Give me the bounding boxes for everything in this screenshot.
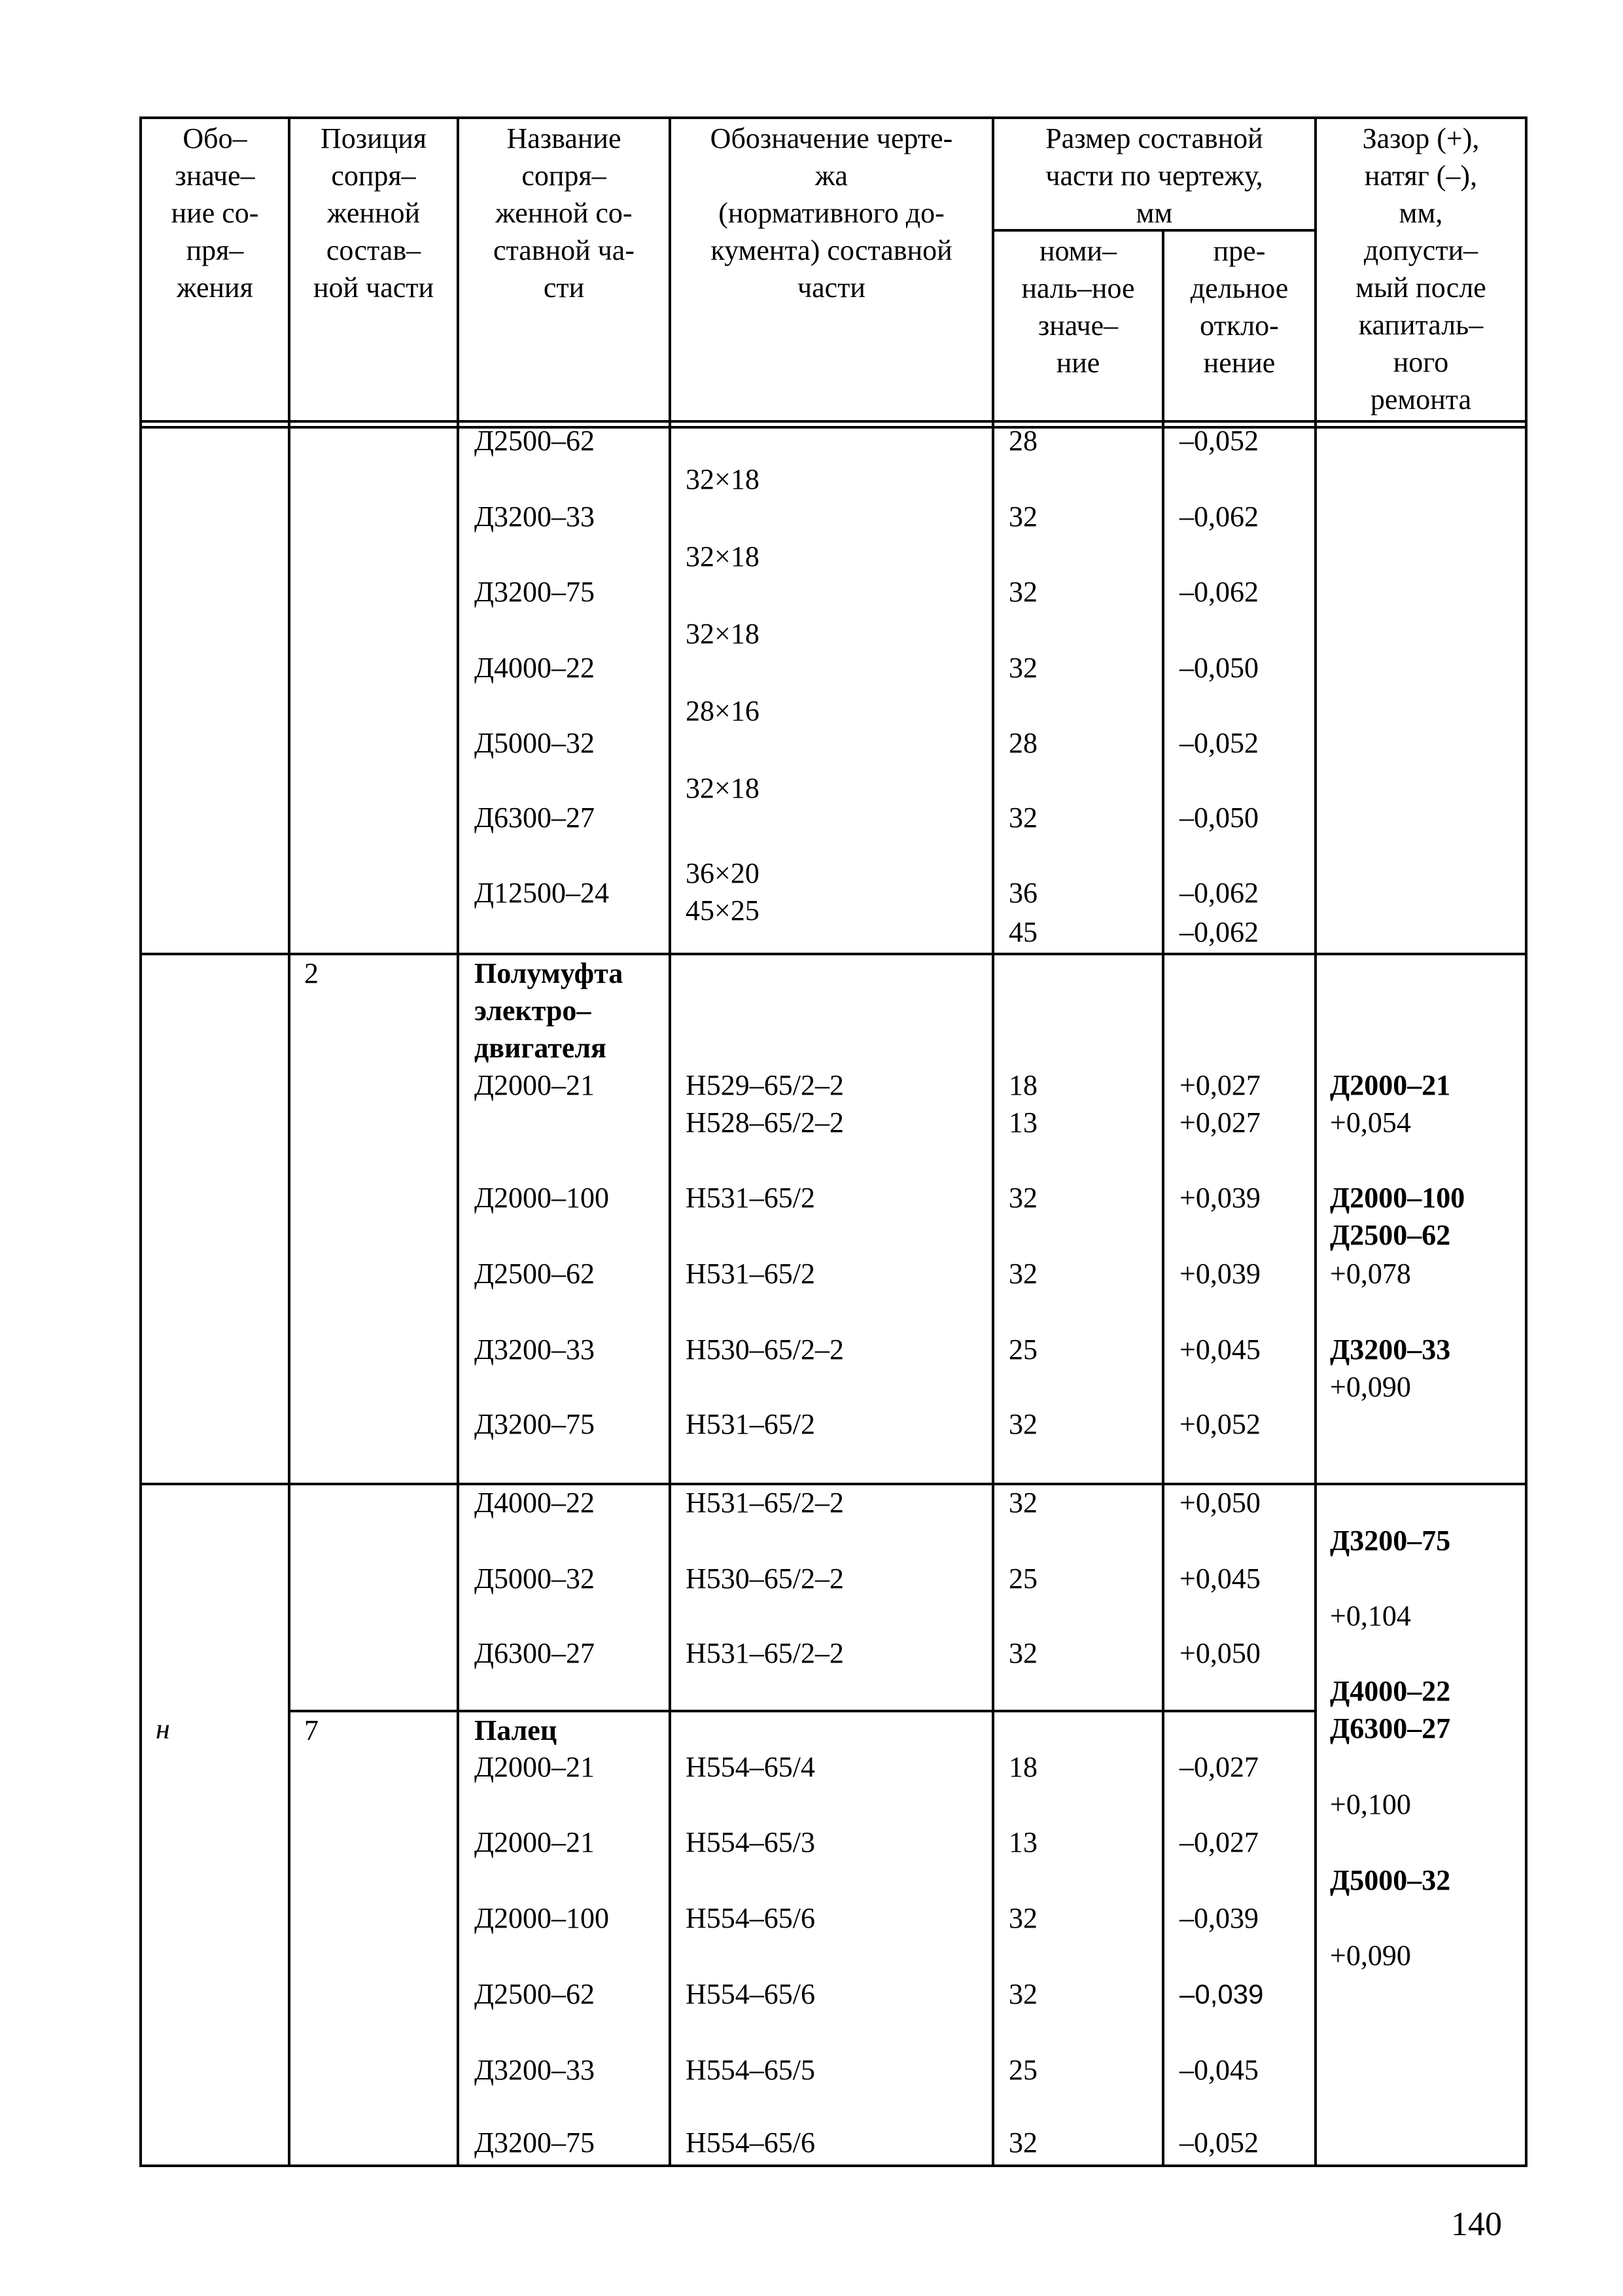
table-cell: Н554–65/4 [686, 1751, 815, 1783]
clearance-model: Д3200–33 [1330, 1333, 1451, 1366]
table-cell: 13 [1009, 1826, 1038, 1858]
table-cell: Д6300–27 [474, 802, 595, 834]
header-bottom-border-double [139, 426, 1527, 429]
table-cell: 32 [1009, 1487, 1038, 1519]
table-cell: Д3200–33 [474, 501, 595, 533]
table-cell: 45×25 [686, 894, 759, 927]
table-cell: 25 [1009, 1333, 1038, 1366]
table-cell: 32 [1009, 1182, 1038, 1214]
header-bottom-border [139, 420, 1527, 423]
table-cell: –0,039 [1179, 1979, 1264, 2009]
table-cell: –0,052 [1179, 727, 1259, 759]
table-cell: Д2500–62 [474, 425, 595, 457]
table-cell: Н529–65/2–2 [686, 1069, 844, 1101]
table-cell: Д2500–62 [474, 1258, 595, 1290]
table-cell: Д3200–75 [474, 2127, 595, 2159]
table-cell: 32×18 [686, 463, 759, 495]
header-drawing-designation: Обозначение черте- жа (нормативного до- кумента) составной части [710, 122, 953, 304]
col-divider-3 [669, 116, 671, 2167]
designation-letter: н [156, 1713, 170, 1745]
table-cell: 25 [1009, 1563, 1038, 1595]
col-divider-5 [1162, 229, 1164, 2167]
table-cell: Д5000–32 [474, 1563, 595, 1595]
table-cell: Н554–65/3 [686, 1826, 815, 1858]
table-cell: 18 [1009, 1069, 1038, 1101]
table-cell: Д3200–75 [474, 1408, 595, 1440]
table-cell: +0,045 [1179, 1333, 1261, 1366]
table-cell: 32 [1009, 2127, 1038, 2159]
table-cell: Н528–65/2–2 [686, 1106, 844, 1139]
position-number: 7 [304, 1714, 319, 1746]
table-cell: Д12500–24 [474, 877, 610, 909]
table-cell: Д3200–33 [474, 2054, 595, 2086]
table-cell: Н530–65/2–2 [686, 1333, 844, 1366]
table-cell: Д2000–21 [474, 1069, 595, 1101]
table-cell: 45 [1009, 916, 1038, 948]
clearance-model: Д2000–100 [1330, 1182, 1465, 1214]
col-divider-2 [457, 116, 459, 2167]
table-right-border [1525, 116, 1527, 2167]
table-cell: 32 [1009, 576, 1038, 608]
clearance-value: +0,100 [1330, 1788, 1411, 1820]
header-designation: Обо– значе– ние со- пря– жения [171, 122, 259, 304]
table-cell: 32 [1009, 802, 1038, 834]
table-cell: Д2000–21 [474, 1751, 595, 1783]
table-cell: Н531–65/2 [686, 1408, 815, 1440]
clearance-value: +0,078 [1330, 1258, 1411, 1290]
table-left-border [139, 116, 142, 2167]
col-divider-1 [288, 116, 290, 2167]
clearance-value: +0,090 [1330, 1371, 1411, 1403]
table-cell: 32 [1009, 1408, 1038, 1440]
table-cell: +0,045 [1179, 1563, 1261, 1595]
table-cell: Д6300–27 [474, 1637, 595, 1669]
part-title: Палец [474, 1714, 557, 1746]
table-cell: 32×18 [686, 618, 759, 650]
table-cell: Д2500–62 [474, 1978, 595, 2010]
clearance-model: Д6300–27 [1330, 1712, 1451, 1744]
clearance-model: Д2000–21 [1330, 1069, 1451, 1101]
table-cell: Н530–65/2–2 [686, 1563, 844, 1595]
clearance-model: Д3200–75 [1330, 1525, 1451, 1557]
table-cell: 32×18 [686, 772, 759, 804]
table-cell: –0,052 [1179, 425, 1259, 457]
col-divider-4 [992, 116, 994, 2167]
header-part-name: Название сопря– женной со- ставной ча- сти [493, 122, 635, 304]
table-cell: +0,027 [1179, 1106, 1261, 1139]
table-cell: –0,050 [1179, 802, 1259, 834]
table-cell: +0,027 [1179, 1069, 1261, 1101]
page-number: 140 [1451, 2206, 1502, 2243]
table-cell: Н554–65/6 [686, 2127, 815, 2159]
table-cell: +0,052 [1179, 1408, 1261, 1440]
table-cell: Н531–65/2 [686, 1182, 815, 1214]
table-cell: Н531–65/2–2 [686, 1487, 844, 1519]
header-nominal: номи– наль–ное значе– ние [1021, 235, 1135, 379]
table-cell: +0,050 [1179, 1637, 1261, 1669]
table-cell: Д4000–22 [474, 1487, 595, 1519]
header-position: Позиция сопря– женной состав– ной части [313, 122, 434, 304]
table-cell: 32 [1009, 1978, 1038, 2010]
table-cell: +0,050 [1179, 1487, 1261, 1519]
table-cell: 32 [1009, 501, 1038, 533]
table-cell: 28 [1009, 425, 1038, 457]
table-cell: Д2000–100 [474, 1182, 610, 1214]
table-cell: Н531–65/2 [686, 1258, 815, 1290]
table-cell: Д5000–32 [474, 727, 595, 759]
row-divider-1 [139, 953, 1527, 955]
clearance-model: Д4000–22 [1330, 1675, 1451, 1707]
table-cell: –0,050 [1179, 652, 1259, 684]
table-cell: –0,045 [1179, 2054, 1259, 2086]
table-cell: 32 [1009, 1637, 1038, 1669]
clearance-model: Д2500–62 [1330, 1219, 1451, 1251]
table-cell: –0,062 [1179, 501, 1259, 533]
table-cell: 18 [1009, 1751, 1038, 1783]
table-cell: +0,039 [1179, 1182, 1261, 1214]
table-cell: Д3200–33 [474, 1333, 595, 1366]
clearance-model: Д5000–32 [1330, 1864, 1451, 1896]
table-cell: 32 [1009, 652, 1038, 684]
table-cell: Д4000–22 [474, 652, 595, 684]
table-cell: 25 [1009, 2054, 1038, 2086]
header-size: Размер составной части по чертежу, мм [1045, 122, 1263, 229]
table-cell: Н554–65/6 [686, 1902, 815, 1934]
table-cell: –0,039 [1179, 1902, 1259, 1934]
table-cell: 28 [1009, 727, 1038, 759]
header-deviation: пре- дельное откло- нение [1190, 235, 1289, 379]
table-cell: 32 [1009, 1902, 1038, 1934]
table-cell: Н531–65/2–2 [686, 1637, 844, 1669]
position-number: 2 [304, 957, 319, 989]
table-cell: Д2000–100 [474, 1902, 610, 1934]
table-top-border [139, 116, 1527, 119]
table-cell: –0,052 [1179, 2127, 1259, 2159]
table-cell: –0,027 [1179, 1751, 1259, 1783]
table-cell: Д2000–21 [474, 1826, 595, 1858]
table-cell: –0,062 [1179, 576, 1259, 608]
table-cell: 28×16 [686, 695, 759, 727]
table-cell: +0,039 [1179, 1258, 1261, 1290]
table-cell: Н554–65/6 [686, 1978, 815, 2010]
table-cell: –0,027 [1179, 1826, 1259, 1858]
clearance-value: +0,104 [1330, 1600, 1411, 1632]
header-clearance: Зазор (+), натяг (–), мм, допусти– мый после капиталь– ного ремонта [1355, 122, 1486, 415]
table-cell: 32 [1009, 1258, 1038, 1290]
table-cell: 32×18 [686, 540, 759, 573]
row-divider-3 [288, 1710, 1314, 1712]
table-cell: Д3200–75 [474, 576, 595, 608]
table-cell: 36×20 [686, 857, 759, 889]
table-cell: 13 [1009, 1106, 1038, 1139]
clearance-value: +0,090 [1330, 1939, 1411, 1971]
table-cell: Н554–65/5 [686, 2054, 815, 2086]
table-cell: –0,062 [1179, 916, 1259, 948]
table-bottom-border [139, 2164, 1527, 2167]
table-cell: 36 [1009, 877, 1038, 909]
clearance-value: +0,054 [1330, 1106, 1411, 1139]
col-divider-6 [1314, 116, 1317, 2167]
table-cell: –0,062 [1179, 877, 1259, 909]
part-title: Полумуфта электро– двигателя [474, 957, 623, 1064]
